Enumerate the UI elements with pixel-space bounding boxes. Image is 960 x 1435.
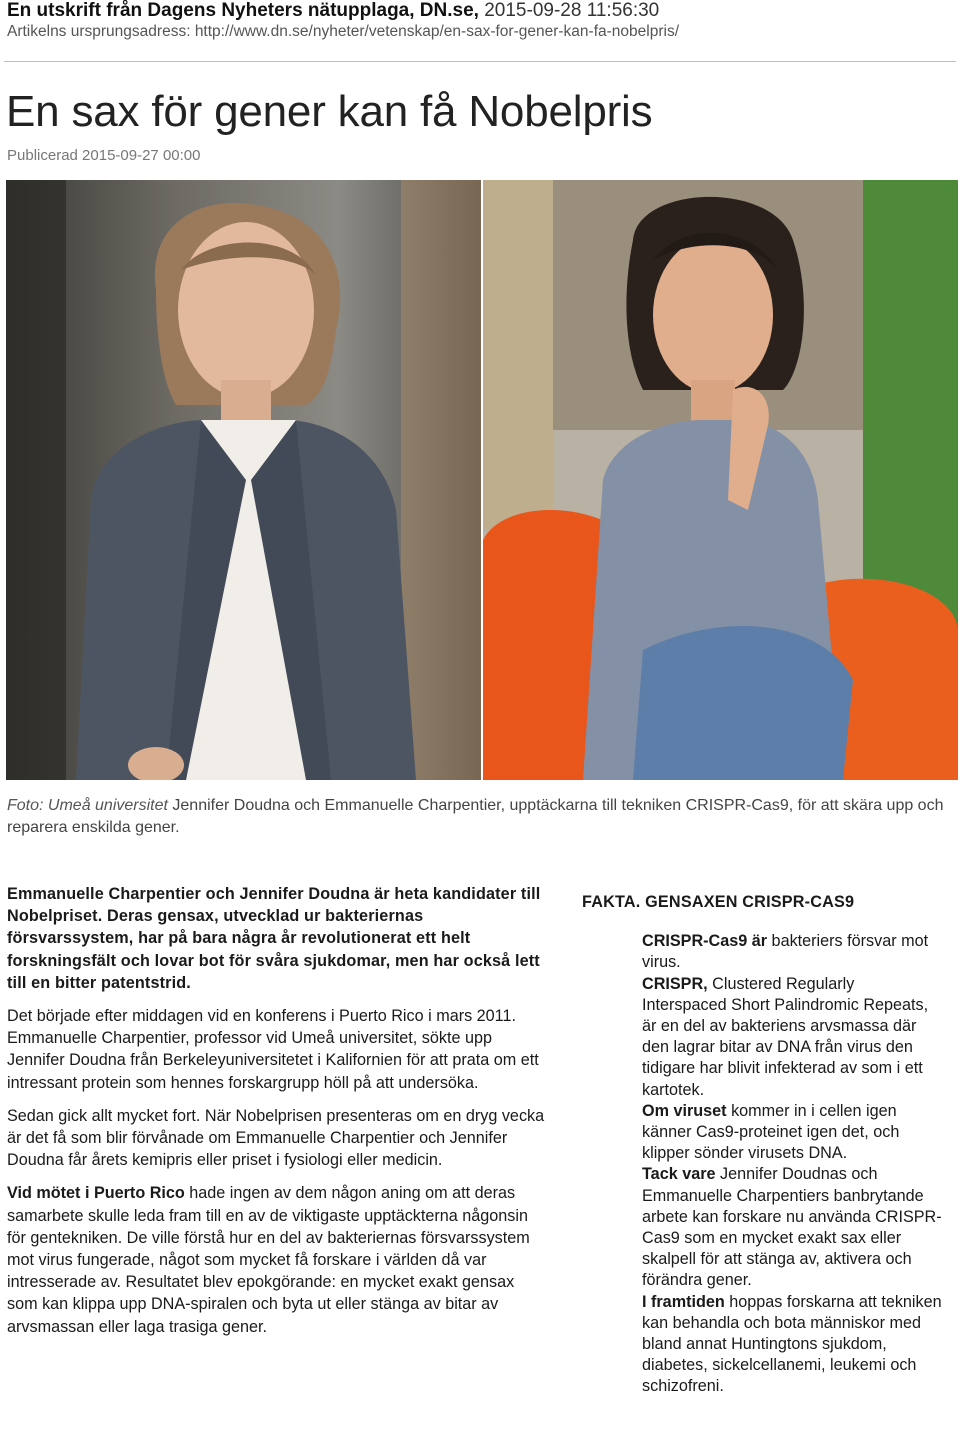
source-address-line (7, 22, 952, 41)
fact-item (642, 974, 942, 1101)
paragraph-lead-in: Vid mötet i Puerto Rico (7, 1184, 185, 1203)
fact-item-text: Jennifer Doudnas och Emmanuelle Charpentiers banbrytande arbete kan forskare nu använda CRISPR-Cas9 som en mycket exakt sax eller skalpell för att stänga av, aktivera och förändra gener. (642, 1165, 942, 1290)
published-date: Publicerad 2015-09-27 00:00 (7, 147, 201, 164)
fact-item-lead: Tack vare (642, 1165, 716, 1184)
article-photo (6, 180, 958, 780)
photo-credit: Foto: Umeå universitet (7, 797, 168, 814)
fact-item-lead: CRISPR-Cas9 är (642, 932, 768, 951)
fact-item-lead: I framtiden (642, 1292, 725, 1311)
fact-box-body (642, 931, 942, 1397)
body-paragraph-2: Sedan gick allt mycket fort. När Nobelprisen presenteras om en dryg vecka är det få som blir förvånade om Emmanuelle Charpentier och Jennifer Doudna får årets kemipris eller priset i fysiologi eller medicin. (7, 1106, 545, 1170)
fact-item (642, 1101, 942, 1165)
photo-right-image (483, 180, 958, 780)
fact-item-text: hoppas forskarna att tekniken kan behandla och bota människor med bland annat Huntingtons sjukdom, diabetes, sickelcellanemi, leukemi och schizofreni. (642, 1292, 942, 1396)
body-paragraph-1: Det började efter middagen vid en konferens i Puerto Rico i mars 2011. Emmanuelle Charpentier, professor vid Umeå universitet, sökte upp Jennifer Doudna från Berkeleyuniversitetet i Kalifornien för att prata om ett intressant protein som hennes forskargrupp höll på att undersöka. (7, 1007, 539, 1092)
photo-left-image (6, 180, 481, 780)
fact-item-text: bakteriers försvar mot virus. (642, 932, 929, 972)
fact-box (582, 892, 942, 1398)
fact-item (642, 1164, 942, 1291)
fact-item-text: Clustered Regularly Interspaced Short Palindromic Repeats, är en del av bakteriens arvsmassa där den lagrar bitar av DNA från virus den tidigare har blivit infekterad av som i ett kartotek. (642, 974, 929, 1099)
printed-timestamp: 2015-09-28 11:56:30 (484, 0, 660, 21)
fact-item (642, 1292, 942, 1398)
fact-box-title: FAKTA. GENSAXEN CRISPR-CAS9 (582, 893, 855, 911)
source-url-link[interactable]: http://www.dn.se/nyheter/vetenskap/en-sax-for-gener-kan-fa-nobelpris/ (194, 23, 679, 40)
article-body (7, 883, 547, 1349)
body-paragraph-3 (7, 1182, 547, 1337)
fact-item (642, 931, 942, 973)
source-label: Artikelns ursprungsadress: (7, 23, 191, 40)
site-prefix: En utskrift från Dagens Nyheters nätupplaga, DN.se, (7, 0, 479, 21)
lead-paragraph: Emmanuelle Charpentier och Jennifer Doudna är heta kandidater till Nobelpriset. Deras gensax, utvecklad ur bakteriernas försvarssystem, har på bara några år revolutionerat ett helt forskningsfält och lovar bot för svåra sjukdomar, men har också lett till en bitter patentstrid. (7, 885, 541, 992)
photo-caption (7, 795, 952, 839)
photo-right (483, 180, 958, 780)
fact-item-text: kommer in i cellen igen känner Cas9-proteinet igen det, och klipper sönder virusets DNA. (642, 1101, 900, 1163)
fact-item-lead: CRISPR, (642, 974, 708, 993)
caption-text: Jennifer Doudna och Emmanuelle Charpentier, upptäckarna till tekniken CRISPR-Cas9, för att skära upp och reparera enskilda gener. (7, 797, 944, 836)
print-header (7, 0, 952, 41)
header-divider (4, 61, 956, 62)
fact-item-lead: Om viruset (642, 1101, 727, 1120)
print-header-line (7, 0, 952, 22)
photo-left (6, 180, 481, 780)
article-title: En sax för gener kan få Nobelpris (6, 87, 653, 136)
paragraph-text: hade ingen av dem någon aning om att deras samarbete skulle leda fram till en av de viktigaste upptäckterna någonsin för gentekniken. De ville förstå hur en del av bakteriernas försvarssystem mot virus fungerade, något som mycket få forskare i världen då var intresserade av. Resultatet blev epokgörande: en mycket exakt gensax som kan klippa upp DNA-spiralen och byta ut eller stänga av bitar av arvsmassan eller laga trasiga gener. (7, 1184, 530, 1336)
